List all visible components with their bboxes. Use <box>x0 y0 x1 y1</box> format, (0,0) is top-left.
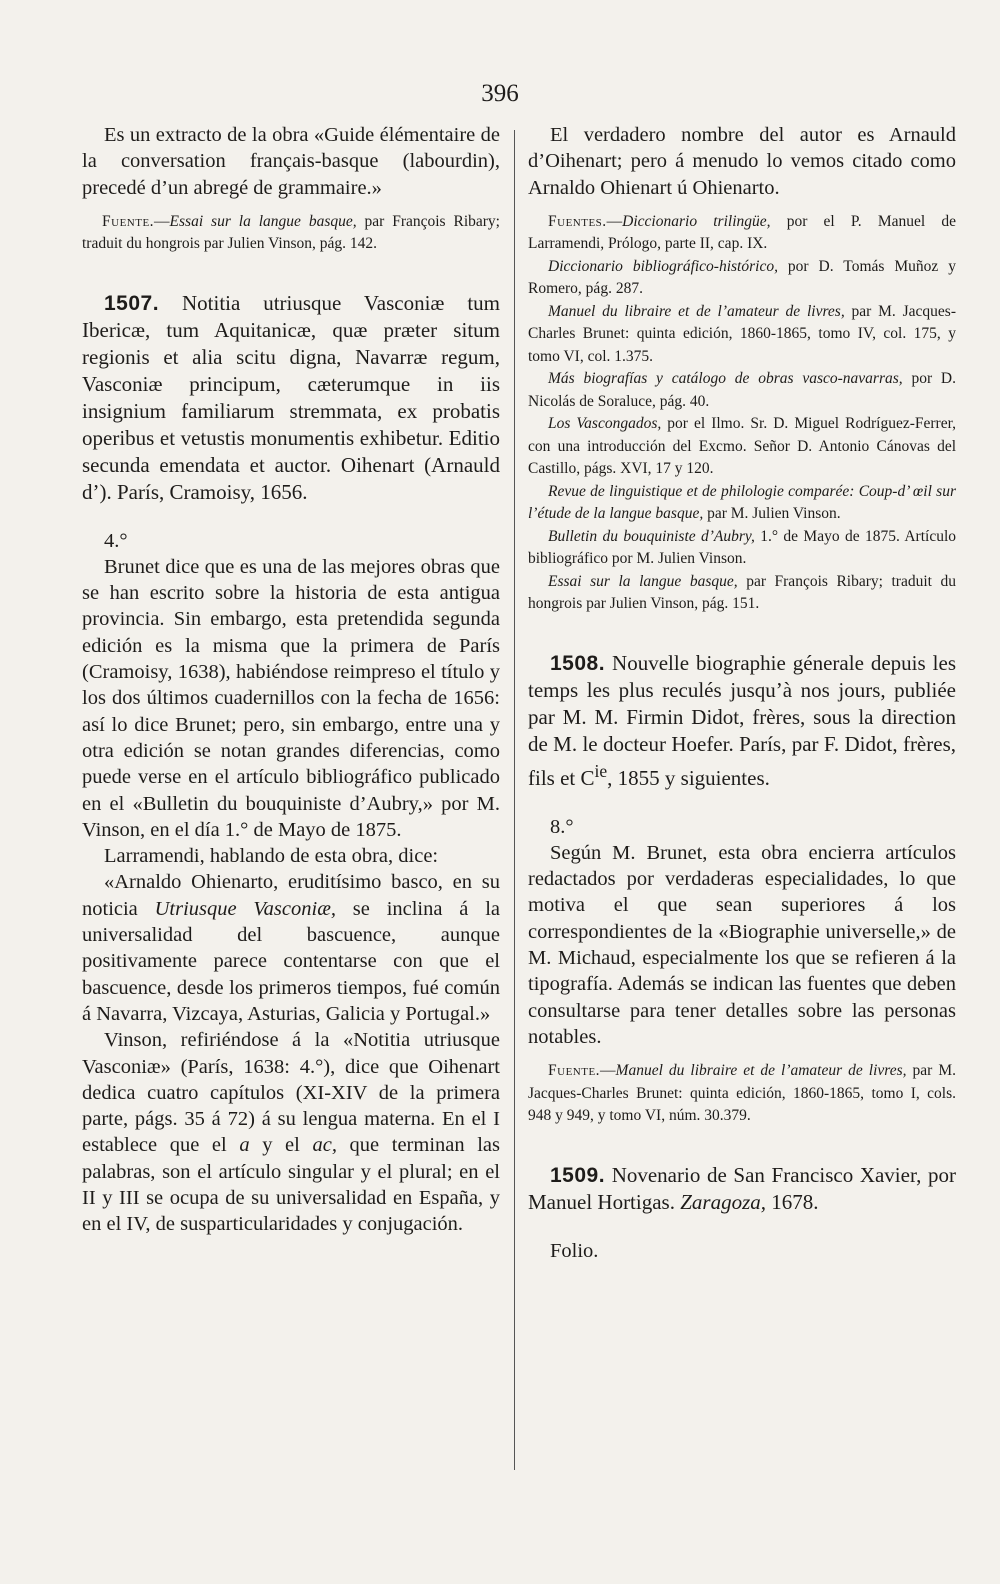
italic-title: Utriusque Vasconiæ, <box>154 897 336 920</box>
source-title: Essai sur la langue basque, <box>548 572 738 590</box>
source-dash: — <box>606 212 623 230</box>
entry-1507-paragraph-2: Larramendi, hablando de esta obra, dice: <box>104 845 439 868</box>
entry-1508-source <box>528 1060 956 1128</box>
source-item <box>528 571 956 616</box>
source-item <box>528 301 956 369</box>
source-rest: par François Ribary; traduit du hongrois par Julien Vinson, pág. 142. <box>82 212 500 253</box>
source-item <box>528 256 956 301</box>
entry-1507-paragraph-4 <box>82 1027 500 1237</box>
source-item <box>528 526 956 571</box>
source-title: Revue de linguistique et de philologie comparée: Coup-d’ œil sur l’étude de la langue basque, <box>528 482 956 523</box>
column-divider <box>514 130 515 1470</box>
right-column <box>528 122 956 1264</box>
source-rest: par M. Julien Vinson. <box>703 505 841 523</box>
source-label: Fuente. <box>548 1062 601 1080</box>
source-rest: por el P. Manuel de Larramendi, Prólogo, parte II, cap. IX. <box>528 212 956 253</box>
entry-1507-paragraph-3 <box>82 869 500 1027</box>
source-title: Diccionario bibliográfico-histórico, <box>548 257 778 275</box>
entry-1508-format: 8.° <box>550 815 574 838</box>
source-item <box>528 413 956 481</box>
entry-1508-paragraph-1: Según M. Brunet, esta obra encierra artículos redactados por verdaderas especialidades, lo que motiva el que sean superiores á los correspondientes de la «Biographie universelle,» de M. Michaud, especialmente los que se refieren á la tipografía. Además se indican las fuentes que deben consultarse para tener detalles sobre las personas notables. <box>528 841 956 1048</box>
source-dash: — <box>154 212 170 230</box>
source-title: Diccionario trilingüe, <box>622 212 771 230</box>
entry-title: Notitia utriusque Vasconiæ tum Ibericæ, tum Aquitanicæ, quæ præter situm regionis et alia scitu digna, Navarræ regum, Vasconiæ principum, cæterumque in iis insignium familiarum stremmata, ex probatis operibus et vetustis monumentis exhibetur. Editio secunda emendata et auctor. Oihenart (Arnauld d’). París, Cramoisy, 1656. <box>82 290 500 504</box>
text-run: que terminan las palabras, son el artículo singular y el plural; en el II y III se ocupa de su universalidad en España, y en el IV, de susparticularidades y conjugación. <box>82 1134 501 1236</box>
source-item <box>528 211 956 256</box>
entry-title: Novenario de San Francisco Xavier, por Manuel Hortigas. <box>528 1162 956 1214</box>
text-run: Vinson, refiriéndose á la «Notitia utriusque Vasconiæ» (París, 1638: 4.°), dice que Oihenart dedica cuatro capítulos (XI-XIV de la primera parte, págs. 35 á 72) á su lengua materna. En el I establece que el <box>82 1029 500 1157</box>
entry-number: 1507. <box>104 291 160 315</box>
entry-number: 1508. <box>550 651 606 675</box>
source-rest: par M. Jacques-Charles Brunet: quinta edición, 1860-1865, tomo IV, col. 175, y tomo VI, col. 1.375. <box>528 302 956 365</box>
entry-title-end: , 1855 y siguientes. <box>607 765 770 790</box>
source-label: Fuente. <box>102 212 155 230</box>
page-number: 396 <box>481 80 519 107</box>
source-rest: 1.° de Mayo de 1875. Artículo bibliográfico por M. Julien Vinson. <box>528 527 957 568</box>
entry-title-end: 1678. <box>766 1189 819 1214</box>
source-rest: por D. Tomás Muñoz y Romero, pág. 287. <box>528 257 957 298</box>
source-rest: par M. Jacques-Charles Brunet: quinta edición, 1860-1865, tomo I, cols. 948 y 949, y tomo VI, núm. 30.379. <box>528 1062 956 1125</box>
text-run: «Arnaldo Ohienarto, eruditísimo basco, en su noticia <box>82 871 500 920</box>
source-rest: por D. Nicolás de Soraluce, pág. 40. <box>528 370 957 410</box>
source-rest: por el Ilmo. Sr. D. Miguel Rodríguez-Ferrer, con una introducción del Excmo. Señor D. Antonio Cánovas del Castillo, págs. XVI, 17 y 120. <box>528 415 956 478</box>
source-title: Más biografías y catálogo de obras vasco-navarras, <box>548 370 903 388</box>
text-run: se inclina á la universalidad del bascuence, aunque positivamente parece contentarse con que el bascuence, desde los primeros tiempos, fué común á Navarra, Vizcaya, Asturias, Galicia y Portugal.» <box>82 897 500 1025</box>
source-dash: — <box>600 1062 616 1080</box>
source-title: Manuel du libraire et de l’amateur de livres, <box>615 1062 907 1080</box>
source-title: Essai sur la langue basque, <box>169 212 357 230</box>
superscript: ie <box>594 760 608 781</box>
entry-1507-format: 4.° <box>104 529 128 552</box>
source-rest: par François Ribary; traduit du hongrois par Julien Vinson, pág. 151. <box>528 572 957 613</box>
entry-1507-heading <box>82 290 500 506</box>
intro-paragraph: Es un extracto de la obra «Guide élémentaire de la conversation français-basque (labourdin), precedé d’un abregé de grammaire.» <box>82 124 500 199</box>
italic-place: Zaragoza, <box>680 1189 767 1214</box>
author-name-paragraph: El verdadero nombre del autor es Arnauld d’Oihenart; pero á menudo lo vemos citado como Arnaldo Ohienart ú Ohienarto. <box>528 124 956 199</box>
source-item <box>528 481 956 526</box>
source-title: Manuel du libraire et de l’amateur de livres, <box>548 302 845 320</box>
text-run: y el <box>249 1134 313 1157</box>
entry-1508-heading <box>528 650 956 792</box>
italic-term: a <box>239 1134 250 1157</box>
source-item <box>528 368 956 413</box>
italic-term: ac, <box>312 1134 337 1157</box>
sources-1507 <box>528 211 956 616</box>
entry-title: Nouvelle biographie génerale depuis les temps les plus reculés jusqu’à nos jours, publiée par M. M. Firmin Didot, frères, sous la direction de M. le docteur Hoefer. París, par F. Didot, frères, fils et C <box>528 650 956 790</box>
left-column <box>82 122 500 1238</box>
source-title: Bulletin du bouquiniste d’Aubry, <box>548 527 755 545</box>
entry-number: 1509. <box>550 1163 606 1187</box>
source-title: Los Vascongados, <box>548 415 662 433</box>
entry-1509-heading <box>528 1162 956 1216</box>
entry-1507-paragraph-1: Brunet dice que es una de las mejores obras que se han escrito sobre la historia de esta antigua provincia. Sin embargo, esta pretendida segunda edición es la misma que la primera de París (Cramoisy, 1638), habiéndose reimpreso el título y los dos últimos cuadernillos con la fecha de 1656: así lo dice Brunet; pero, sin embargo, entre una y otra edición se notan grandes diferencias, como puede verse en el artículo bibliográfico publicado en el «Bulletin du bouquiniste d’Aubry,» por M. Vinson, en el día 1.° de Mayo de 1875. <box>82 555 500 841</box>
source-label: Fuentes. <box>548 212 607 230</box>
entry-1509-format: Folio. <box>550 1239 599 1262</box>
intro-source <box>82 211 500 256</box>
